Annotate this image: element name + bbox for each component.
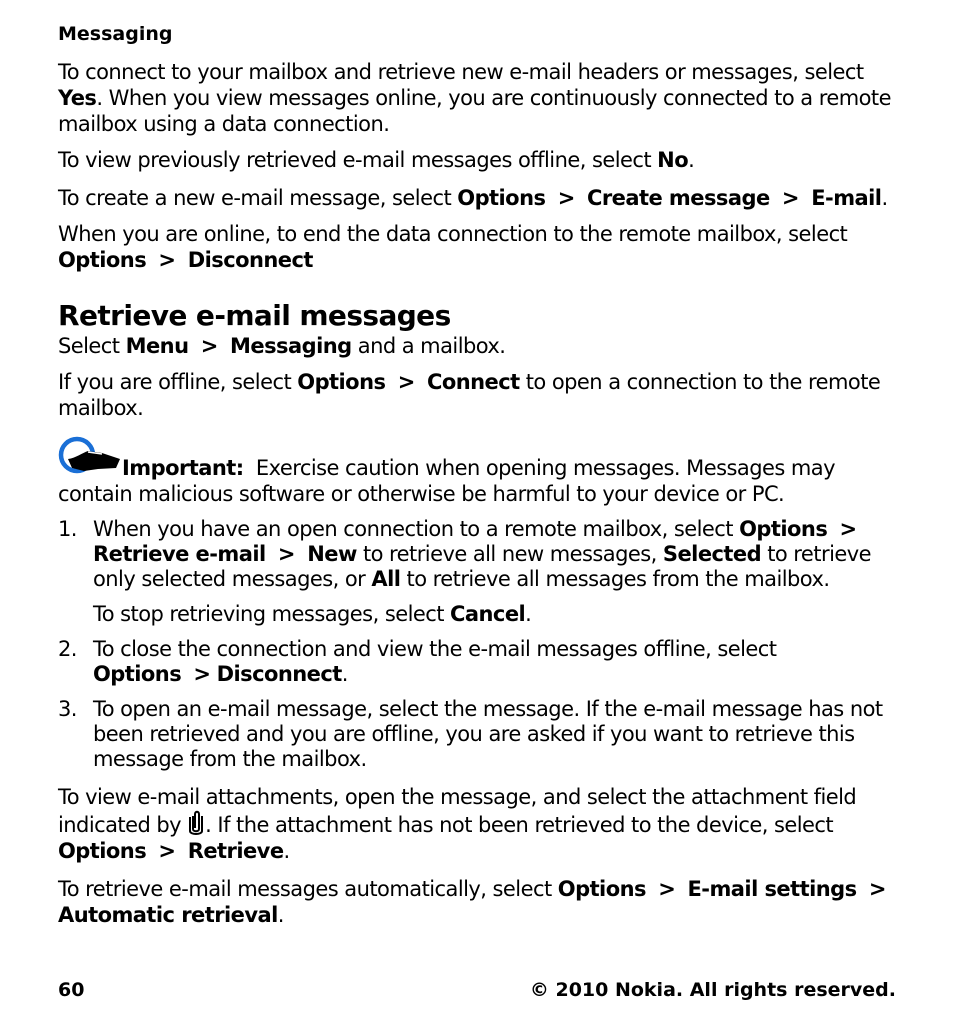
text: To connect to your mailbox and retrieve new e-mail headers or messages, select [58,60,864,84]
note-text: Exercise caution when opening messages. Messages may contain malicious software or otherwise be harmful to your device or PC. [58,456,835,506]
step-number: 2. [58,637,77,661]
term-email: E-mail [811,186,882,210]
term-selected: Selected [662,542,762,566]
copyright-notice: © 2010 Nokia. All rights reserved. [529,979,896,1001]
text: When you have an open connection to a remote mailbox, select [93,517,740,541]
path-separator: > [193,662,211,686]
path-separator: > [200,334,218,358]
text: Select [58,334,126,358]
path-separator: > [658,877,676,901]
path-separator: > [868,877,886,901]
term-retrieve: Retrieve [187,839,284,863]
note-label: Important: [122,456,244,480]
path-separator: > [557,186,575,210]
step-text: To open an e-mail message, select the message. If the e-mail message has not been retrieved and you are offline, you are asked if you want to retrieve this message from the mailbox. [93,697,883,771]
path-separator: > [158,839,176,863]
term-email-settings: E-mail settings [687,877,857,901]
text: To create a new e-mail message, select [58,186,458,210]
paperclip-icon [187,810,205,836]
page-number: 60 [58,979,85,1001]
path-separator: > [781,186,799,210]
important-warning-icon [58,435,122,481]
text: To retrieve e-mail messages automatically, select [58,877,558,901]
term-connect: Connect [427,370,520,394]
term-options: Options [297,370,386,394]
text: . [341,662,348,686]
term-disconnect: Disconnect [187,248,313,272]
document-page [58,22,898,928]
paragraph-connect [58,59,898,137]
term-automatic-retrieval: Automatic retrieval [58,903,278,927]
text: to retrieve all messages from the mailbox. [400,567,830,591]
text: and a mailbox. [351,334,506,358]
text: To view e-mail attachments, open the message, and select the attachment field indicated by [58,785,857,837]
text: . [283,839,290,863]
path-separator: > [277,542,295,566]
steps-list [58,517,898,772]
text: . [525,602,532,626]
term-no: No [657,148,689,172]
term-options: Options [457,186,546,210]
list-item [58,517,898,627]
text: . [688,148,695,172]
paragraph-disconnect [58,221,898,273]
text: . [881,186,888,210]
term-options: Options [58,248,147,272]
term-cancel: Cancel [450,602,526,626]
term-options: Options [58,839,147,863]
text: To close the connection and view the e-mail messages offline, select [93,637,777,661]
term-options: Options [93,662,182,686]
term-retrieve-email: Retrieve e-mail [93,542,266,566]
paragraph-offline [58,147,898,173]
path-separator: > [839,517,857,541]
term-disconnect: Disconnect [216,662,342,686]
term-all: All [371,567,401,591]
text: To stop retrieving messages, select [93,602,451,626]
text: To view previously retrieved e-mail messages offline, select [58,148,658,172]
step-text [93,637,898,687]
paragraph-connect-offline [58,369,898,421]
list-item [58,637,898,687]
text: If you are offline, select [58,370,298,394]
text: When you are online, to end the data connection to the remote mailbox, select [58,222,848,246]
running-header: Messaging [58,23,173,45]
term-options: Options [557,877,646,901]
step-text [93,517,898,592]
term-create-message: Create message [587,186,770,210]
text: to open a connection to the remote mailbox. [58,370,881,420]
step-number: 1. [58,517,77,541]
paragraph-attachments [58,784,898,864]
term-menu: Menu [125,334,189,358]
step-subtext [93,602,898,627]
paragraph-create [58,185,898,211]
text: . When you view messages online, you are continuously connected to a remote mailbox using a data connection. [58,86,891,136]
term-new: New [307,542,357,566]
term-messaging: Messaging [230,334,352,358]
path-separator: > [397,370,415,394]
path-separator: > [158,248,176,272]
text: . [277,903,284,927]
paragraph-select-menu [58,333,898,359]
term-options: Options [739,517,828,541]
important-note [58,435,898,507]
text: to retrieve all new messages, [356,542,663,566]
list-item [58,697,898,772]
paragraph-auto-retrieval [58,876,898,928]
step-number: 3. [58,697,77,721]
text: . If the attachment has not been retrieved to the device, select [205,813,834,837]
text: to retrieve only selected messages, or [93,542,871,591]
term-yes: Yes [58,86,97,110]
section-heading: Retrieve e-mail messages [58,299,451,332]
